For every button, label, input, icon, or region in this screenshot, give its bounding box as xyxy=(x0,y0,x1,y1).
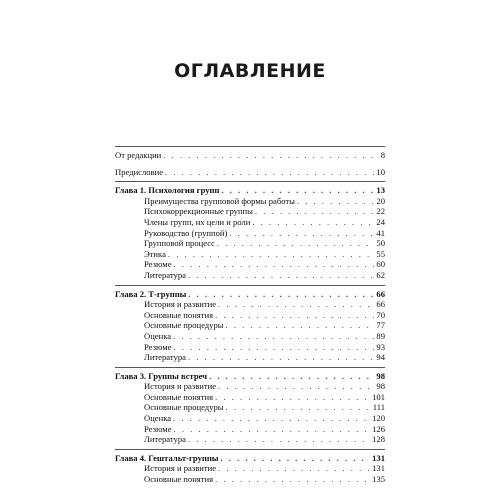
toc-dot-leader xyxy=(209,372,374,381)
toc-entry-label: Преимущества групповой формы работы xyxy=(144,195,295,206)
toc-entry-label: Глава 1. Психология групп xyxy=(115,185,220,196)
toc-section-entry[interactable] xyxy=(115,435,385,446)
toc-page-number: 20 xyxy=(376,195,385,206)
toc-entry-label: История и развитие xyxy=(144,463,217,474)
toc-page-number: 131 xyxy=(372,463,385,474)
toc-page-number: 70 xyxy=(376,309,385,320)
toc-dot-leader xyxy=(215,311,374,320)
toc-entry-label: Основные понятия xyxy=(144,309,214,320)
section-divider xyxy=(115,181,385,182)
toc-dot-leader xyxy=(229,229,374,238)
toc-section-entry[interactable] xyxy=(115,271,385,282)
toc-dot-leader xyxy=(165,168,374,177)
toc-page-number: 131 xyxy=(372,452,385,463)
section-divider xyxy=(115,367,385,368)
toc-dot-leader xyxy=(188,353,374,362)
toc-entry-label: От редакции xyxy=(115,150,162,160)
toc-entry-label: Оценка xyxy=(144,413,172,424)
toc-page-number: 98 xyxy=(376,381,385,392)
toc-section-entry[interactable] xyxy=(115,475,385,486)
toc-page-number: 101 xyxy=(372,391,385,402)
toc-page-number: 13 xyxy=(376,185,385,196)
toc-entry-label: Глава 3. Группы встреч xyxy=(115,370,208,381)
section-divider xyxy=(115,146,385,147)
toc-entry-label: Глава 4. Гештальт-группы xyxy=(115,452,219,463)
toc-dot-leader xyxy=(174,425,371,434)
toc-dot-leader xyxy=(215,393,370,402)
toc-entry-label: Этика xyxy=(144,248,166,259)
toc-page-number: 66 xyxy=(376,288,385,299)
toc-dot-leader xyxy=(218,300,374,309)
toc-entry-label: Литература xyxy=(144,352,186,363)
toc-entry-label: Групповой процесс xyxy=(144,238,215,249)
toc-page-number: 120 xyxy=(372,413,385,424)
toc-page-number: 24 xyxy=(376,216,385,227)
toc-dot-leader xyxy=(173,414,370,423)
toc-front-entry[interactable] xyxy=(115,151,385,162)
toc-page-number: 126 xyxy=(372,423,385,434)
toc-page-number: 111 xyxy=(372,402,385,413)
toc-dot-leader xyxy=(188,290,374,299)
page-title: ОГЛАВЛЕНИЕ xyxy=(174,60,326,82)
toc-entry-label: Руководство (группой) xyxy=(144,227,228,238)
toc-page-number: 135 xyxy=(372,474,385,485)
toc-entry-label: Литература xyxy=(144,269,186,280)
toc-page-number: 60 xyxy=(376,259,385,270)
toc-entry-label: Основные понятия xyxy=(144,391,214,402)
toc-page-number: 77 xyxy=(376,320,385,331)
toc-page-number: 55 xyxy=(376,248,385,259)
toc-page-number: 41 xyxy=(376,227,385,238)
toc-entry-label: Основные процедуры xyxy=(144,320,224,331)
toc-dot-leader xyxy=(174,343,375,352)
toc-page-number: 66 xyxy=(376,299,385,310)
toc-dot-leader xyxy=(168,250,375,259)
toc-dot-leader xyxy=(221,186,374,195)
toc-dot-leader xyxy=(188,435,370,444)
toc-entry-label: Литература xyxy=(144,434,186,445)
toc-entry-label: Глава 2. Т-группы xyxy=(115,288,187,299)
toc-page-number: 128 xyxy=(372,434,385,445)
toc-dot-leader xyxy=(217,239,375,248)
toc-section-entry[interactable] xyxy=(115,332,385,343)
toc-entry-label: Резюме xyxy=(144,423,172,434)
toc-page-number: 62 xyxy=(376,269,385,280)
toc-dot-leader xyxy=(218,464,370,473)
toc-entry-label: Члены групп, их цели и роли xyxy=(144,216,251,227)
toc-section-entry[interactable] xyxy=(115,353,385,364)
section-divider xyxy=(115,449,385,450)
toc-dot-leader xyxy=(226,403,371,412)
toc-entry-label: Резюме xyxy=(144,341,172,352)
toc-entry-label: Психокоррекционные группы xyxy=(144,206,253,217)
toc-dot-leader xyxy=(218,382,374,391)
toc-entry-label: Основные процедуры xyxy=(144,402,224,413)
toc-page-number: 8 xyxy=(380,150,385,160)
toc-front-entry[interactable] xyxy=(115,168,385,179)
toc-page-number: 98 xyxy=(376,370,385,381)
toc-entry-label: История и развитие xyxy=(144,381,217,392)
toc-page-number: 94 xyxy=(376,352,385,363)
section-divider xyxy=(115,285,385,286)
toc-page-number: 93 xyxy=(376,341,385,352)
toc-page-number: 50 xyxy=(376,238,385,249)
toc-dot-leader xyxy=(174,260,375,269)
toc-dot-leader xyxy=(297,197,374,206)
toc-entry-label: Основные понятия xyxy=(144,474,214,485)
toc-dot-leader xyxy=(163,151,378,160)
toc-section-entry[interactable] xyxy=(115,218,385,229)
toc-dot-leader xyxy=(252,218,374,227)
toc-page-number: 22 xyxy=(376,206,385,217)
toc-dot-leader xyxy=(220,454,370,463)
toc-dot-leader xyxy=(188,271,374,280)
toc-dot-leader xyxy=(215,475,370,484)
toc-entry-label: История и развитие xyxy=(144,299,217,310)
toc-entry-label: Оценка xyxy=(144,330,172,341)
toc-entry-label: Резюме xyxy=(144,259,172,270)
toc-dot-leader xyxy=(226,321,375,330)
toc-entry-label: Предисловие xyxy=(115,166,164,177)
toc-page-number: 89 xyxy=(376,330,385,341)
table-of-contents xyxy=(115,143,385,486)
toc-page-number: 10 xyxy=(376,166,385,177)
toc-dot-leader xyxy=(255,207,374,216)
toc-dot-leader xyxy=(173,332,374,341)
